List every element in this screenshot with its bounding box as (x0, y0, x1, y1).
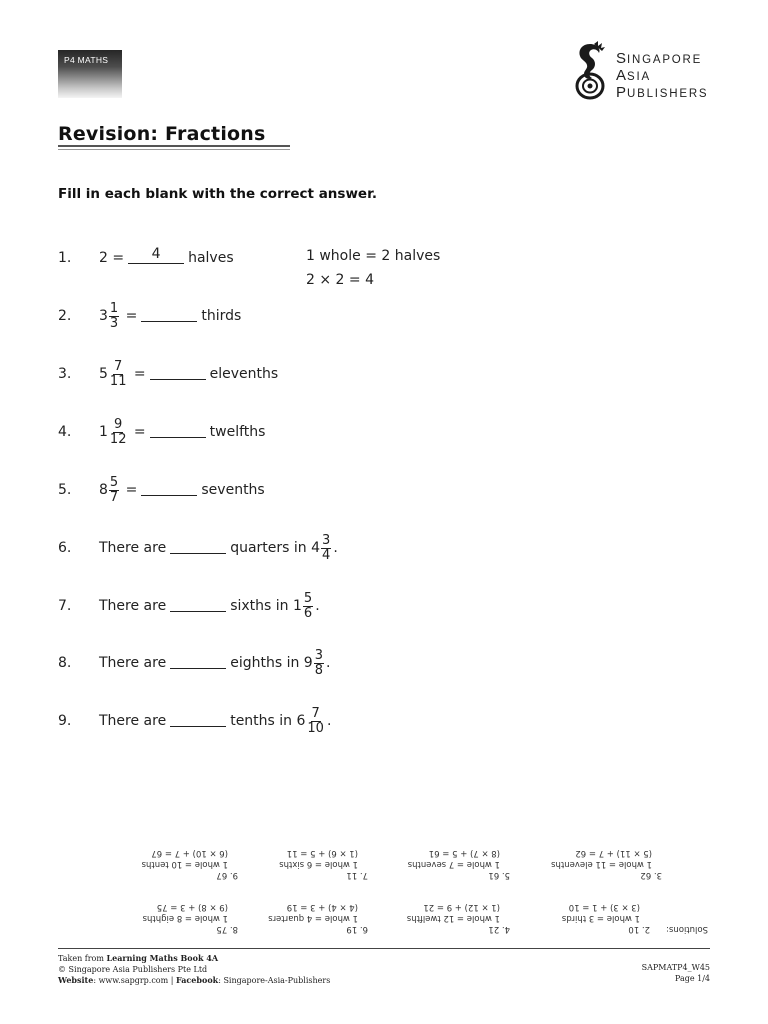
question-unit: thirds (201, 308, 242, 324)
worked-example-line-1: 1 whole = 2 halves (306, 248, 441, 264)
equals-sign: = (129, 366, 146, 382)
answer-blank[interactable] (141, 480, 197, 496)
question-number: 2. (58, 308, 72, 324)
page-number: Page 1/4 (674, 973, 710, 983)
title-underline (58, 145, 290, 147)
question-unit: sixths in 1 (230, 598, 302, 614)
question-number: 9. (58, 713, 72, 729)
question-unit: elevenths (209, 366, 279, 382)
solution-line: (6 × 10) + 7 = 67 (151, 848, 228, 858)
question-5 (58, 472, 265, 508)
answer-blank[interactable] (141, 306, 197, 322)
question-expression: 2 = (99, 250, 125, 266)
solutions-heading: Solutions: (666, 924, 708, 934)
solution-line: 1 whole = 10 tenths (141, 859, 228, 869)
solution-item (268, 901, 368, 934)
fraction-denominator: 12 (109, 431, 127, 447)
answer-blank[interactable] (170, 538, 226, 554)
footer-links (58, 975, 330, 987)
solution-label: 7. 11 (346, 870, 368, 880)
footer-website-link[interactable]: : www.sapgrp.com | (93, 976, 174, 985)
question-number: 5. (58, 482, 72, 498)
question-number: 8. (58, 655, 72, 671)
fraction-denominator: 4 (322, 547, 331, 563)
logo-word-asia: SIA (627, 71, 651, 83)
fraction-denominator: 7 (109, 489, 119, 505)
title-underline-thin (58, 149, 290, 150)
solution-line: (5 × 11) + 7 = 62 (575, 848, 652, 858)
solution-item (551, 847, 662, 880)
question-number: 1. (58, 250, 72, 266)
instruction-text: Fill in each blank with the correct answer. (58, 186, 377, 202)
solution-line: (1 × 12) + 9 = 21 (423, 902, 500, 912)
fraction-numerator: 3 (314, 647, 323, 663)
fraction (306, 707, 325, 736)
solutions-upside-down (0, 832, 768, 942)
worksheet-code: SAPMATP4_W45 (641, 963, 710, 972)
solution-item (407, 901, 510, 934)
answer-blank[interactable] (170, 653, 226, 669)
mixed-number-whole: 5 (99, 366, 108, 382)
mixed-number-whole: 3 (99, 308, 108, 324)
equals-sign: = (121, 482, 138, 498)
footer-divider (58, 948, 710, 949)
answer-blank[interactable]: 4 (128, 248, 184, 264)
solution-label: 6. 19 (346, 924, 368, 934)
answer-blank[interactable] (170, 711, 226, 727)
answer-blank[interactable] (150, 364, 206, 380)
fraction (303, 592, 313, 621)
question-number: 3. (58, 366, 72, 382)
question-6 (58, 530, 338, 566)
question-unit: sevenths (201, 482, 265, 498)
footer-facebook-link[interactable]: : Singapore-Asia-Publishers (218, 976, 331, 985)
footer-source-prefix: Taken from (58, 954, 104, 963)
answer-blank[interactable] (150, 422, 206, 438)
solution-label: 9. 67 (216, 870, 238, 880)
seahorse-icon (572, 40, 616, 102)
mixed-number-whole: 1 (99, 424, 108, 440)
publisher-logo (572, 40, 722, 102)
solution-line: 1 whole = 4 quarters (268, 913, 358, 923)
question-4 (58, 414, 265, 450)
solution-line: (3 × 3) + 1 = 10 (568, 902, 640, 912)
footer-credits (58, 953, 330, 987)
question-number: 7. (58, 598, 72, 614)
logo-word-publishers: UBLISHERS (627, 88, 709, 100)
solution-line: (4 × 4) + 3 = 19 (286, 902, 358, 912)
question-2 (58, 298, 241, 334)
fraction-denominator: 10 (307, 720, 324, 736)
fraction (321, 534, 331, 563)
publisher-name (616, 51, 708, 102)
fraction-numerator: 7 (114, 358, 123, 374)
fraction-numerator: 5 (109, 474, 119, 490)
question-7 (58, 588, 320, 624)
solution-item (279, 847, 368, 880)
fraction-numerator: 3 (322, 532, 331, 548)
solution-line: (9 × 8) + 3 = 75 (156, 902, 228, 912)
logo-initial-p: P (616, 84, 628, 101)
footer-source (58, 953, 330, 965)
question-3 (58, 356, 278, 392)
fraction (314, 649, 324, 678)
question-unit: eighths in 9 (230, 655, 313, 671)
equals-sign: = (129, 424, 146, 440)
solution-line: 1 whole = 6 sixths (279, 859, 358, 869)
solution-line: 1 whole = 7 sevenths (407, 859, 500, 869)
fraction-denominator: 6 (303, 605, 313, 621)
question-unit: twelfths (209, 424, 266, 440)
logo-word-singapore: INGAPORE (627, 54, 703, 66)
period: . (333, 540, 338, 556)
solution-line: 1 whole = 11 elevenths (551, 859, 652, 869)
solution-line: 1 whole = 3 thirds (561, 913, 640, 923)
solution-label: 4. 21 (488, 924, 510, 934)
question-1 (58, 240, 234, 276)
question-8 (58, 645, 330, 681)
subject-badge-label: P4 MATHS (64, 55, 109, 65)
question-unit: halves (188, 250, 234, 266)
footer-copyright: © Singapore Asia Publishers Pte Ltd (58, 964, 208, 974)
question-unit: tenths in 6 (230, 713, 306, 729)
mixed-number-whole: 8 (99, 482, 108, 498)
period: . (325, 655, 331, 671)
period: . (326, 713, 332, 729)
solution-item (143, 901, 238, 934)
fraction-numerator: 5 (303, 590, 313, 606)
solution-item (142, 847, 238, 880)
fraction-denominator: 11 (109, 373, 127, 389)
question-prompt: There are (99, 655, 167, 671)
question-number: 4. (58, 424, 72, 440)
solution-label: 2. 10 (628, 924, 650, 934)
footer-book-title: Learning Maths Book 4A (106, 953, 219, 963)
period: . (315, 598, 320, 614)
question-prompt: There are (99, 598, 167, 614)
fraction-numerator: 1 (109, 300, 119, 316)
solution-line: (8 × 7) + 5 = 61 (428, 848, 500, 858)
worked-example-line-2: 2 × 2 = 4 (306, 272, 374, 288)
question-prompt: There are (99, 540, 167, 556)
footer-facebook-label: Facebook (176, 975, 219, 985)
page-title: Revision: Fractions (58, 123, 266, 145)
question-unit: quarters in 4 (230, 540, 321, 556)
solution-line: 1 whole = 12 twelfths (406, 913, 500, 923)
question-number: 6. (58, 540, 72, 556)
fraction (109, 476, 119, 505)
footer-website-label: Website (58, 975, 94, 985)
fraction-numerator: 7 (311, 705, 320, 721)
fraction (109, 302, 119, 331)
fraction (109, 418, 128, 447)
question-9 (58, 703, 331, 739)
logo-initial-a: A (616, 67, 628, 84)
solution-line: 1 whole = 8 eighths (142, 913, 228, 923)
fraction-numerator: 9 (114, 416, 123, 432)
logo-initial-s: S (616, 50, 628, 67)
answer-blank[interactable] (170, 596, 226, 612)
solution-label: 5. 61 (488, 870, 510, 880)
solution-line: (1 × 6) + 5 = 11 (286, 848, 358, 858)
subject-badge (58, 50, 122, 98)
equals-sign: = (121, 308, 138, 324)
solution-label: 8. 75 (216, 924, 238, 934)
fraction-denominator: 3 (109, 315, 119, 331)
fraction-denominator: 8 (314, 662, 323, 678)
solution-label: 3. 62 (640, 870, 662, 880)
solution-item (562, 901, 650, 934)
footer-meta (642, 963, 710, 984)
solution-item (408, 847, 510, 880)
question-prompt: There are (99, 713, 167, 729)
fraction (109, 360, 128, 389)
